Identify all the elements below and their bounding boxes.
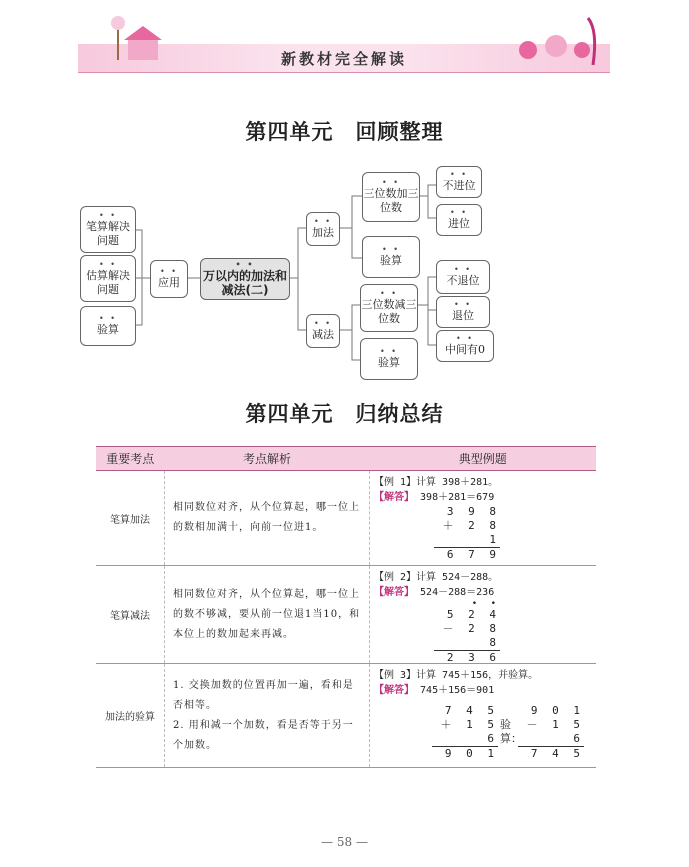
section-title-review: 第四单元 回顾整理: [245, 119, 444, 144]
mindmap-left-item-2: • • 估算解决问题: [80, 255, 136, 302]
table-header-row: [96, 447, 596, 471]
section-title-summary: 第四单元 归纳总结: [245, 401, 444, 426]
row-analysis: 1. 交换加数的位置再加一遍，看和是否相等。 2. 用和减一个加数，看是否等于另一个加数。: [165, 664, 370, 768]
header-analysis: 考点解析: [165, 447, 370, 471]
verify-calc: 7 4 5 ＋ 1 5 6 9 0 1 验 算： 9 0 1 － 1 5 6 7 4 5: [374, 704, 592, 756]
mindmap-center: • • 万以内的加法和减法(二): [200, 258, 290, 300]
mindmap-left-item-3: • • 验算: [80, 306, 136, 346]
row-key: 加法的验算: [96, 664, 165, 768]
row-analysis: 相同数位对齐，从个位算起，哪一位上的数相加满十，向前一位进1。: [165, 471, 370, 566]
mindmap-left-item-1: • • 笔算解决问题: [80, 206, 136, 253]
mindmap-add-sub-1: • • 不进位: [436, 166, 482, 198]
row-example: 【例 2】计算 524－288。 【解答】 524－288＝236 • • 5 2 4 － 2 8 8 2 3 6: [370, 566, 597, 664]
mindmap-sub: • • 减法: [306, 314, 340, 348]
row-analysis: 相同数位对齐，从个位算起，哪一位上的数不够减，要从前一位退1当10，和本位上的数加起来再减。: [165, 566, 370, 664]
header-title: 新教材完全解读: [280, 50, 407, 68]
mindmap-sub-item-1: • • 三位数减三位数: [360, 284, 418, 332]
mindmap-add: • • 加法: [306, 212, 340, 246]
summary-table: [96, 446, 596, 768]
vertical-calc: 3 9 8 ＋ 2 8 1 6 7 9: [434, 505, 592, 557]
mindmap-apply: • • 应用: [150, 260, 188, 298]
mindmap-sub-sub-2: • • 退位: [436, 296, 490, 328]
table-row: [96, 566, 596, 664]
mindmap-add-item-2: • • 验算: [362, 236, 420, 278]
header-key: 重要考点: [96, 447, 165, 471]
page-number: — 58 —: [321, 835, 368, 849]
row-example: 【例 3】计算 745＋156，并验算。 【解答】 745＋156＝901 7 4 5 ＋ 1 5 6 9 0 1 验 算： 9 0 1 － 1 5 6 7 4 5: [370, 664, 597, 768]
header-example: 典型例题: [370, 447, 597, 471]
row-example: 【例 1】计算 398＋281。 【解答】 398＋281＝679 3 9 8 ＋ 2 8 1 6 7 9: [370, 471, 597, 566]
mindmap-sub-sub-1: • • 不退位: [436, 260, 490, 294]
mindmap-add-item-1: • • 三位数加三位数: [362, 172, 420, 222]
row-key: 笔算加法: [96, 471, 165, 566]
table-row: [96, 664, 596, 768]
mindmap-sub-sub-3: • • 中间有0: [436, 330, 494, 362]
row-key: 笔算减法: [96, 566, 165, 664]
mindmap-sub-item-2: • • 验算: [360, 338, 418, 380]
table-row: [96, 471, 596, 566]
mindmap-add-sub-2: • • 进位: [436, 204, 482, 236]
vertical-calc: • • 5 2 4 － 2 8 8 2 3 6: [434, 600, 592, 652]
